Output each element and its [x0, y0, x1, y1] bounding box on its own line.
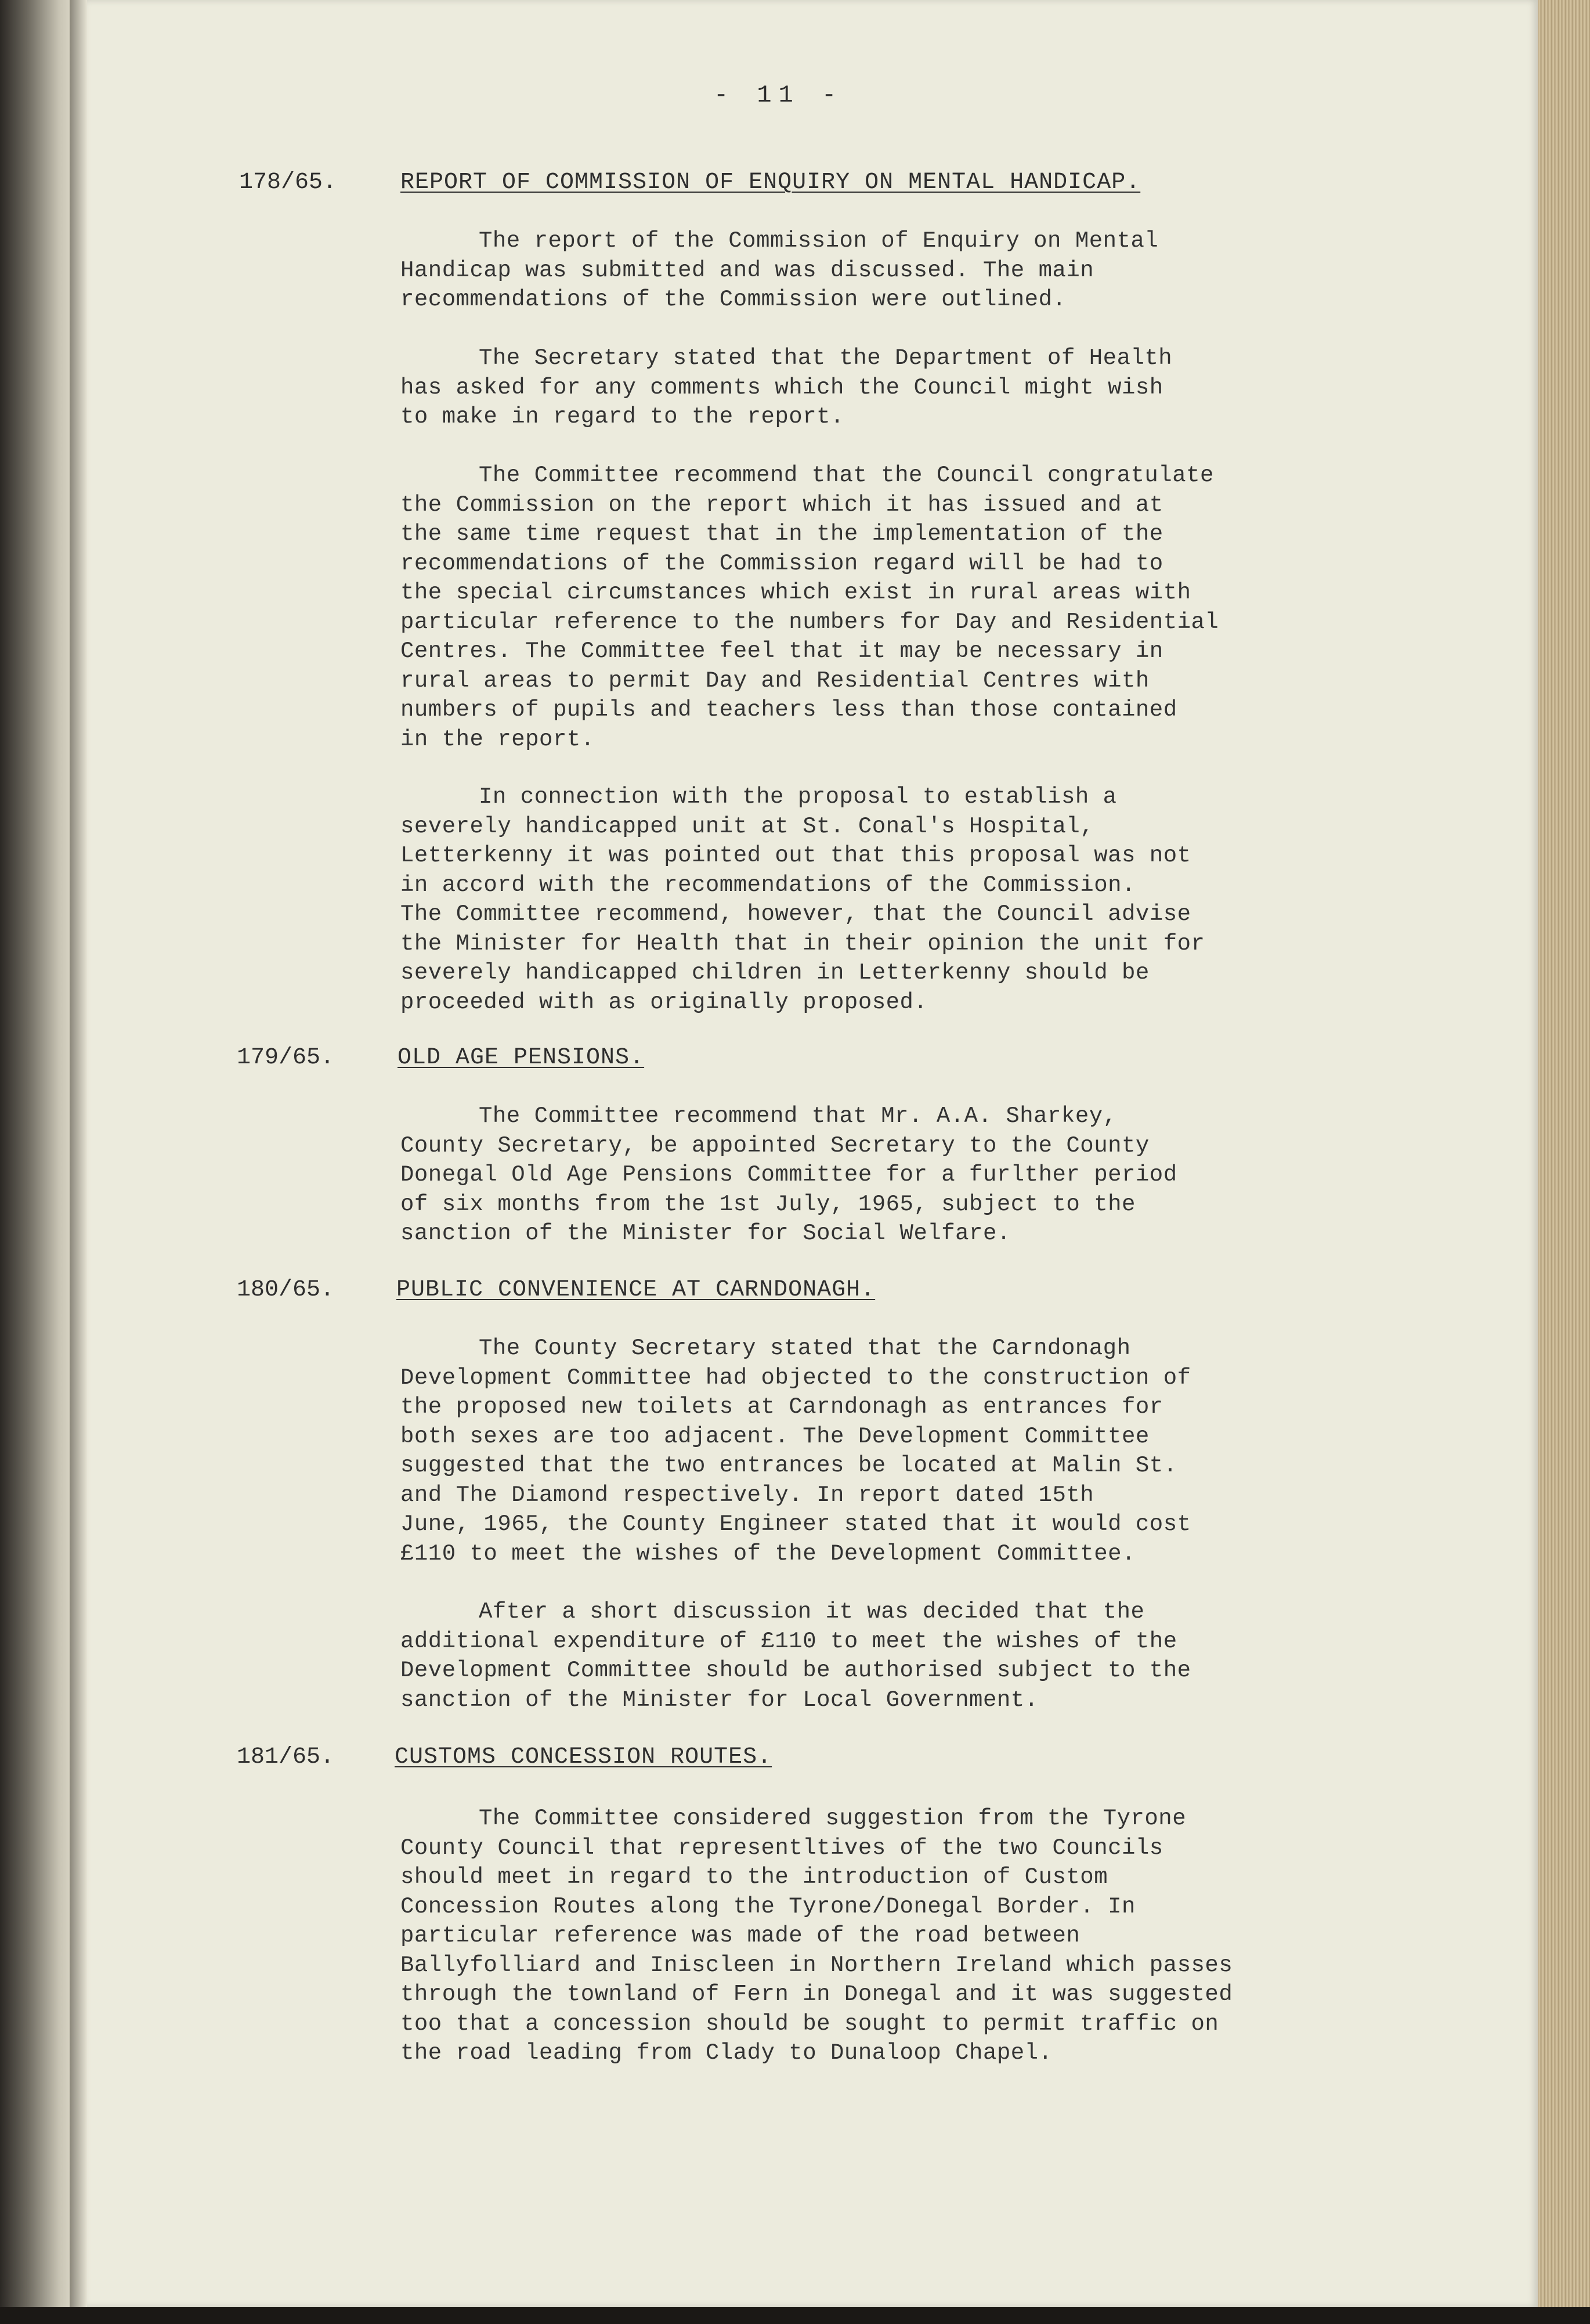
heading-public-convenience: PUBLIC CONVENIENCE AT CARNDONAGH. — [396, 1277, 876, 1303]
paragraph: The Committee recommend that Mr. A.A. Sharkey, County Secretary, be appointed Secretary to the County Donegal Old Age Pensions Committee for a furlther period of six months from the 1st July, 1965, subject to the sanction of the Minister for Social Welfare. — [400, 1103, 1177, 1246]
paragraph: After a short discussion it was decided that the additional expenditure of £110 to meet the wishes of the Development Committee should be authorised subject to the sanction of the Minister for Local Government. — [400, 1599, 1191, 1713]
page-number: - 11 - — [714, 81, 844, 109]
entry-number-181: 181/65. — [237, 1744, 335, 1770]
heading-old-age-pensions: OLD AGE PENSIONS. — [398, 1045, 645, 1071]
heading-mental-handicap: REPORT OF COMMISSION OF ENQUIRY ON MENTAL HANDICAP. — [400, 169, 1141, 196]
paragraph: The County Secretary stated that the Carndonagh Development Committee had objected to the construction of the proposed new toilets at Carndonagh as entrances for both sexes are too adjacent. The Development Committee suggested that the two entrances be located at Malin St. and The Diamond respectively. In report dated 15th June, 1965, the County Engineer stated that it would cost £110 to meet the wishes of the Development Committee. — [400, 1336, 1191, 1567]
entry-number-180: 180/65. — [237, 1277, 335, 1303]
page-block-edges — [1538, 0, 1590, 2307]
paragraph: The report of the Commission of Enquiry on Mental Handicap was submitted and was discussed. The main recommendations of the Commission were outlined. — [400, 228, 1159, 312]
facing-page-edge — [0, 0, 70, 2310]
scan-bottom-border — [0, 2307, 1590, 2324]
book-gutter — [70, 0, 87, 2310]
entry-number-179: 179/65. — [237, 1045, 335, 1071]
paragraph: The Committee considered suggestion from the Tyrone County Council that representltives of the two Councils should meet in regard to the introduction of Custom Concession Routes along the Tyrone/Donegal Border. In particular reference was made of the road between Ballyfolliard and Iniscleen in Northern Ireland which passes through the townland of Fern in Donegal and it was suggested too that a concession should be sought to permit traffic on the road leading from Clady to Dunaloop Chapel. — [400, 1806, 1233, 2066]
paragraph: The Secretary stated that the Department of Health has asked for any comments which the Council might wish to make in regard to the report. — [400, 345, 1173, 430]
heading-customs-concession: CUSTOMS CONCESSION ROUTES. — [395, 1744, 772, 1770]
paragraph: In connection with the proposal to establish a severely handicapped unit at St. Conal's Hospital, Letterkenny it was pointed out that this proposal was not in accord with the recommendations of the Commission. The Committee recommend, however, that the Council advise the Minister for Health that in their opinion the unit for severely handicapped children in Letterkenny should be proceeded with as originally proposed. — [400, 784, 1205, 1015]
paragraph: The Committee recommend that the Council congratulate the Commission on the report which it has issued and at the same time request that in the implementation of the recommendations of the Commission regard will be had to the special circumstances which exist in rural areas with particular reference to the numbers for Day and Residential Centres. The Committee feel that it may be necessary in rural areas to permit Day and Residential Centres with numbers of pupils and teachers less than those contained in the report. — [400, 463, 1219, 752]
entry-number-178: 178/65. — [239, 169, 337, 196]
